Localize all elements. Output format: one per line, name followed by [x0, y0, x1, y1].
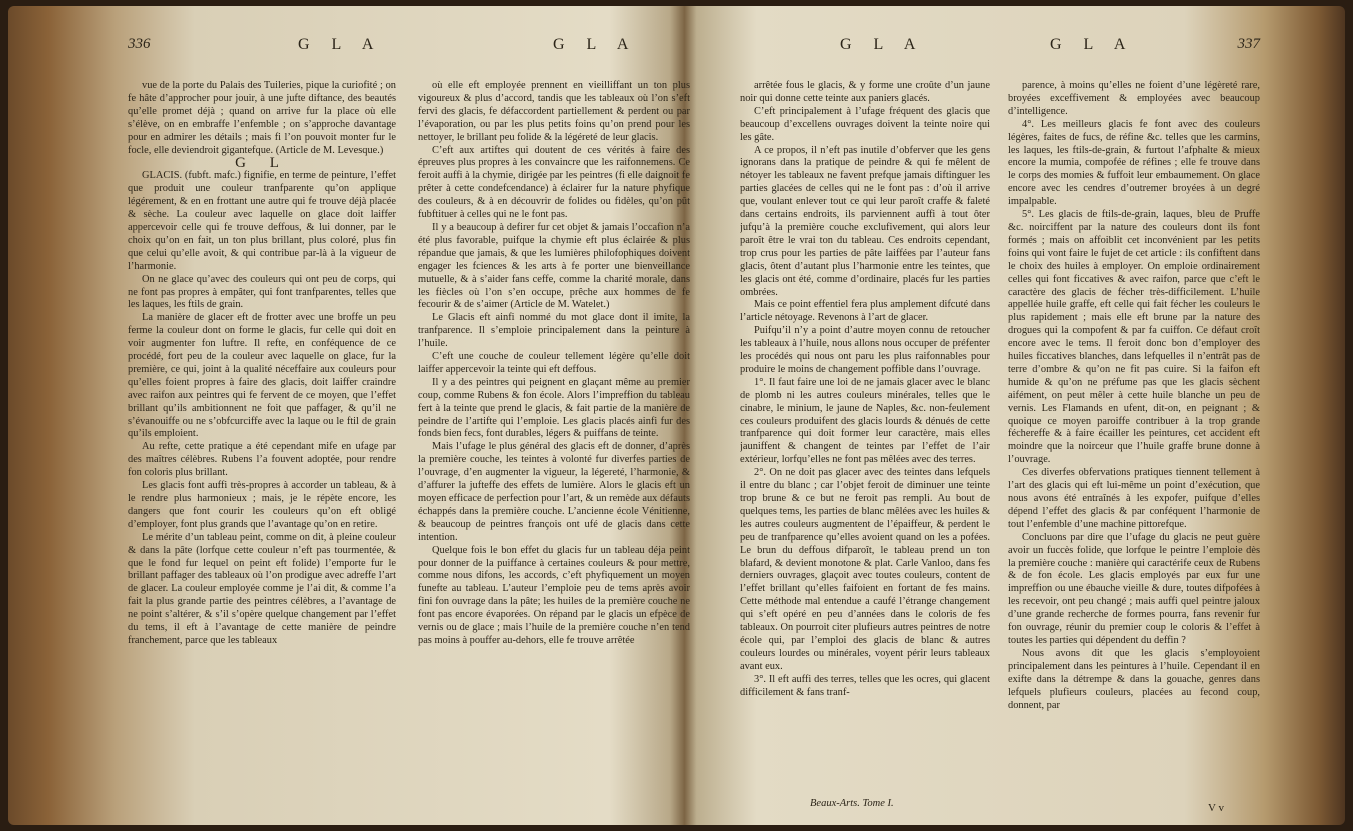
paragraph: Il y a beaucoup à defirer fur cet objet & jamais l’occafion n’a été plus favorable, puifque la chymie eft plus éclairée & plus répandue que jamais, & que les lumières philofophiques doivent engager les fciences & les arts à fe porter une bienveillance mutuelle, & à s’aider fans ceffe, comme la charité morale, dans les fiècles où l’on s’en occupe, prêche aux hommes de fe fecourir & de s’aimer (Article de M. Watelet.) — [418, 221, 690, 311]
section-heading: G L — [235, 155, 289, 172]
left-running-head — [128, 36, 693, 58]
right-page-number: 337 — [1237, 36, 1260, 52]
right-running-head — [740, 36, 1260, 58]
right-header-left: G L A — [840, 36, 925, 53]
left-column-1 — [128, 80, 396, 815]
paragraph: 3°. Il eft auffi des terres, telles que les ocres, qui glacent difficilement & fans tranf- — [740, 673, 990, 698]
paragraph: C’eft principalement à l’ufage fréquent des glacis que beaucoup d’excellens ouvrages doivent la teinte noire qui les gâte. — [740, 105, 990, 143]
paragraph: Il y a des peintres qui peignent en glaçant même au premier coup, comme Rubens & fon école. Alors l’impreffion du tableau fert à la teinte que prend le glacis, & fait partie de la manière de peindre de l’artifte qui l’emploie. Les glacis placés ainfi fur des fonds bien fecs, font durables, légers & puiffans de teinte. — [418, 376, 690, 440]
paragraph: La manière de glacer eft de frotter avec une broffe un peu ferme la couleur dont on forme le glacis, fur celle qui doit en voir augmenter fon luftre. Il refte, en conféquence de ce procédé, fort peu de la couleur avec laquelle on glace, fur la première, ce qui, joint à la qualité néceffaire aux couleurs pour qu’elles foient propres à faire des glacis, doit laiffer craindre avec raifon aux peintres qui fe fervent de ce moyen, que l’effet brillant qu’ils ambitionnent ne foit que paffager, & qu’il ne s’évanouiffe ou ne s’obfcurciffe avec la laque ou le ftil de grain qu’ils emploient. — [128, 312, 396, 440]
paragraph: 1°. Il faut faire une loi de ne jamais glacer avec le blanc de plomb ni les autres couleurs minérales, telles que le cinabre, le minium, le jaune de Naples, &c. non-feulement ces couleurs produifent des glacis lourds & dénués de cette tranfparence qui doit former leur caractère, mais elles jauniffent & changent de teintes par l’effet de l’air extérieur, lorfqu’elles ne font pas mêlées avec des terres. — [740, 376, 990, 466]
paragraph: Ces diverfes obfervations pratiques tiennent tellement à l’art des glacis qui eft lui-même un point d’exécution, que nous avons été entraînés à les expofer, puifque d’elles dépend l’effet des glacis & par conféquent l’harmonie de tout l’enfemble d’une machine pittorefque. — [1008, 467, 1260, 530]
paragraph: 2°. On ne doit pas glacer avec des teintes dans lefquels il entre du blanc ; car l’objet feroit de diminuer une teinte trop brune & ce but ne feroit pas rempli. Au bout de quelques tems, les parties de blanc mêlées avec les huiles & les autres couleurs augmentent de l’épaiffeur, & perdent le peu de tranfparence qu’elles avoient quand on les a pofées. Le brun du deffous difparoît, le tableau prend un ton blafard, & devient monotone & plat. Carle Vanloo, dans fes derniers ouvrages, glaçoit avec toutes couleurs, content de l’effet brillant qu’elles faifoient en fortant de fes mains. Cette méthode mal entendue a caufé l’étrange changement qui s’eft opéré en peu d’années dans le coloris de fes tableaux. On pourroit citer plufieurs autres peintres de notre école qui, par l’emploi des glacis de blanc & autres couleurs lourdes ou minérales, voyent périr leurs tableaux avant eux. — [740, 467, 990, 672]
left-page-number: 336 — [128, 36, 151, 52]
left-column-2 — [418, 80, 690, 815]
paragraph: Le Glacis eft ainfi nommé du mot glace dont il imite, la tranfparence. Il s’emploie principalement dans la peinture à l’huile. — [418, 312, 690, 350]
open-book — [8, 6, 1345, 825]
paragraph: Puifqu’il n’y a point d’autre moyen connu de retoucher les tableaux à l’huile, nous allons nous occuper de préfenter les procédés qui nous ont paru les plus raifonnables pour produire le moins de changement poffible dans l’ouvrage. — [740, 325, 990, 375]
signature-mark: V v — [1208, 802, 1224, 814]
right-column-2 — [1008, 80, 1260, 800]
paragraph: Nous avons dit que les glacis s’employoient principalement dans les peintures à l’huile. Cependant il en exifte dans la détrempe & dans la gouache, genres dans lefquels plufieurs couleurs, placées au fecond coup, donnent, par — [1008, 647, 1260, 711]
paragraph: 4°. Les meilleurs glacis fe font avec des couleurs légères, faites de fucs, de réfine &c. telles que les carmins, les laques, les ftils-de-grain, & furtout l’afphalte & mieux encore la mumia, compofée de réfines ; elle fe trouve dans le corps des momies & fuffoit leur embaumement. On glace encore avec les cendres d’outremer broyées à un degré impalpable. — [1008, 118, 1260, 208]
paragraph: arrêtée fous le glacis, & y forme une croûte d’un jaune noir qui donne cette teinte aux paniers glacés. — [740, 80, 990, 104]
paragraph: Les glacis font auffi très-propres à accorder un tableau, & à le rendre plus harmonieux ; mais, je le répète encore, les dangers que font courir les couleurs qu’on eft obligé d’employer, font plus grands que l’avantage qu’on en retire. — [128, 480, 396, 530]
left-header-left: G L A — [298, 36, 383, 53]
paragraph: Concluons par dire que l’ufage du glacis ne peut guère avoir un fuccès folide, que lorfque le peintre l’emploie dès la première couche : manière qui caractérife ceux de Rubens & de fon école. Les glacis employés par eux fur une impreffion ou une ébauche vieille & dure, toutes difpofées à les recevoir, ont peu changé ; mais auffi quel peintre jaloux d’une grande recherche de formes pourra, fans revenir fur fon ouvrage, réunir du premier coup le coloris & l’effet à toutes les parties qui dépendent du deffin ? — [1008, 531, 1260, 646]
paragraph: On ne glace qu’avec des couleurs qui ont peu de corps, qui ne font pas propres à empâter, qui font tranfparentes, telles que les laques, les ftils de grain. — [128, 273, 396, 311]
paragraph: Mais ce point effentiel fera plus amplement difcuté dans l’article nétoyage. Revenons à l’art de glacer. — [740, 299, 990, 324]
paragraph: où elle eft employée prennent en vieilliffant un ton plus vigoureux & plus d’accord, tandis que les tableaux où l’on s’eft fervi des glacis, fe défaccordent partiellement & perdent ou par l’évaporation, ou par les plus petits foins qu’on prend pour les nettoyer, le brillant peu folide & la légéreté de leur glacis. — [418, 80, 690, 143]
paragraph: Au refte, cette pratique a été cependant mife en ufage par des maîtres célèbres. Rubens l’a fouvent adoptée, pour rendre fon coloris plus brillant. — [128, 441, 396, 479]
paragraph: Mais l’ufage le plus général des glacis eft de donner, d’après la première couche, les teintes à volonté fur diverfes parties de l’ouvrage, d’en augmenter la vigueur, la légereté, l’harmonie, & d’affurer la jufteffe des effets de lumière. Alors le glacis eft un moyen efficace de perfection pour l’art, & un remède aux défauts échappés dans la première couche. L’ancienne école Vénitienne, & beaucoup de peintres françois ont ufé de glacis dans cette intention. — [418, 441, 690, 543]
paragraph: vue de la porte du Palais des Tuileries, pique la curiofité ; on fe hâte d’approcher pour jouir, à une jufte diftance, des beautés qu’elle promet déjà ; quand on arrive fur la place où elle s’élève, on en embraffe l’enfemble ; on s’approche davantage pour en admirer les détails ; mais fi l’on pouvoit monter fur le focle, elle deviendroit gigantefque. (Article de M. Levesque.) — [128, 80, 396, 156]
right-header-right: G L A — [1050, 36, 1135, 53]
paragraph: C’eft aux artiftes qui doutent de ces vérités à faire des épreuves plus propres à les convaincre que les raifonnemens. Ce feroit auffi à la chymie, dirigée par les peintres (fi elle daignoit fe prêter à cette condefcendance) à éclairer fur la nature phyfique des couleurs, & à en découvrir de folides ou fidèles, qu’on pût fubftituer à celles qui ne le font pas. — [418, 144, 690, 221]
paragraph: GLACIS. (fubft. mafc.) fignifie, en terme de peinture, l’effet que produit une couleur tranfparente qu’on applique légérement, & en en frottant une autre qui fe trouve déjà placée & sèche. La couleur avec laquelle on glace doit laiffer appercevoir celle qui fe trouve deffous, & lui donner, par le choix qu’on en fait, un ton plus brillant, plus coloré, plus fin que celui qu’elle avoit, & qui contribue par-là à la vigueur de l’harmonie. — [128, 170, 396, 272]
paragraph: parence, à moins qu’elles ne foient d’une légèreté rare, broyées exceffivement & employées avec beaucoup d’intelligence. — [1008, 80, 1260, 117]
right-column-1 — [740, 80, 990, 796]
paragraph: C’eft une couche de couleur tellement légère qu’elle doit laiffer appercevoir la teinte qui eft deffous. — [418, 351, 690, 375]
paragraph: Le mérite d’un tableau peint, comme on dit, à pleine couleur & dans la pâte (lorfque cette couleur n’eft pas tourmentée, & que le fond fur lequel on peint eft folide) l’emporte fur le brillant paffager des tableaux où l’on prodigue avec adreffe l’art de glacer. La couleur employée comme je l’ai dit, & comme l’a fait la plus grande partie des peintres célèbres, a l’avantage de ne point s’altérer, & s’il s’opère quelque changement par l’effet du tems, il eft à l’avantage de cette manière de peindre franchement, parce que les tableaux — [128, 531, 396, 646]
paragraph: A ce propos, il n’eft pas inutile d’obferver que les gens ignorans dans la pratique de peindre & qui fe mêlent de nétoyer les tableaux ne favent prefque jamais diftinguer les parties glacées de celles qui ne le font pas : d’où il arrive que, voulant enlever tout ce qui leur paroît craffe & faleté dans certains endroits, ils parviennent auffi à tout ôter jufqu’à la première couche exclufivement, qui alors leur paroît être le vrai ton du tableau. Ces endroits cependant, trop crus pour les parties de pâte laiffées par l’auteur fans glacis, ôtent d’autant plus l’harmonie entre les teintes, que les glacis ont été, comme d’ordinaire, placés fur les parties ombrées. — [740, 144, 990, 298]
paragraph: 5°. Les glacis de ftils-de-grain, laques, bleu de Pruffe &c. noirciffent par la nature des couleurs dont ils font formés ; mais on affoiblit cet inconvénient par les petits foins qui vont faire le fujet de cet article : ils confiftent dans le choix des huiles à employer. On emploie ordinairement celles qui font ficcatives & avec raifon, parce que c’eft le caractère des glacis de fécher très-difficilement. L’huile appellée huile graffe, eft celle qui fait fécher les couleurs le plus rapidement ; mais elle eft brune par la nature des drogues qui la compofent & par fa cuiffon. Ce défaut croît encore avec le tems. Il feroit donc bon d’employer des huiles ficcatives blanches, dans lefquelles il n’entrât pas de terre d’ombre & qu’on ne fit pas cuire. Si la faifon eft humide & qu’on ne préfume pas que les glacis sèchent aifément, on peut mêler à cette huile blanche un peu de vernis. Les Flamands en ufent, dit-on, en peignant ; & quoique ce moyen paroiffe contribuer à la trop grande féchereffe & à faire écailler les peintures, cet accident eft moindre que la noirceur que l’huile graffe brune donne à l’ouvrage. — [1008, 209, 1260, 466]
footer-title: Beaux-Arts. Tome I. — [810, 798, 894, 809]
left-header-right: G L A — [553, 36, 638, 53]
paragraph: Quelque fois le bon effet du glacis fur un tableau déja peint pour donner de la puiffance à certaines couleurs & pour mettre, comme nous difons, les accords, c’eft phyfiquement un moyen funefte au tableau. L’auteur l’emploie peu de tems après avoir fini fon ouvrage dans la pâte; les huiles de la première couche ne font pas encore évaporées. On répand par le glacis un efpèce de vernis ou de glace ; mais l’huile de la première couche n’en tend pas moins à pouffer au-dehors, elle fe trouve arrêtée — [418, 544, 690, 646]
